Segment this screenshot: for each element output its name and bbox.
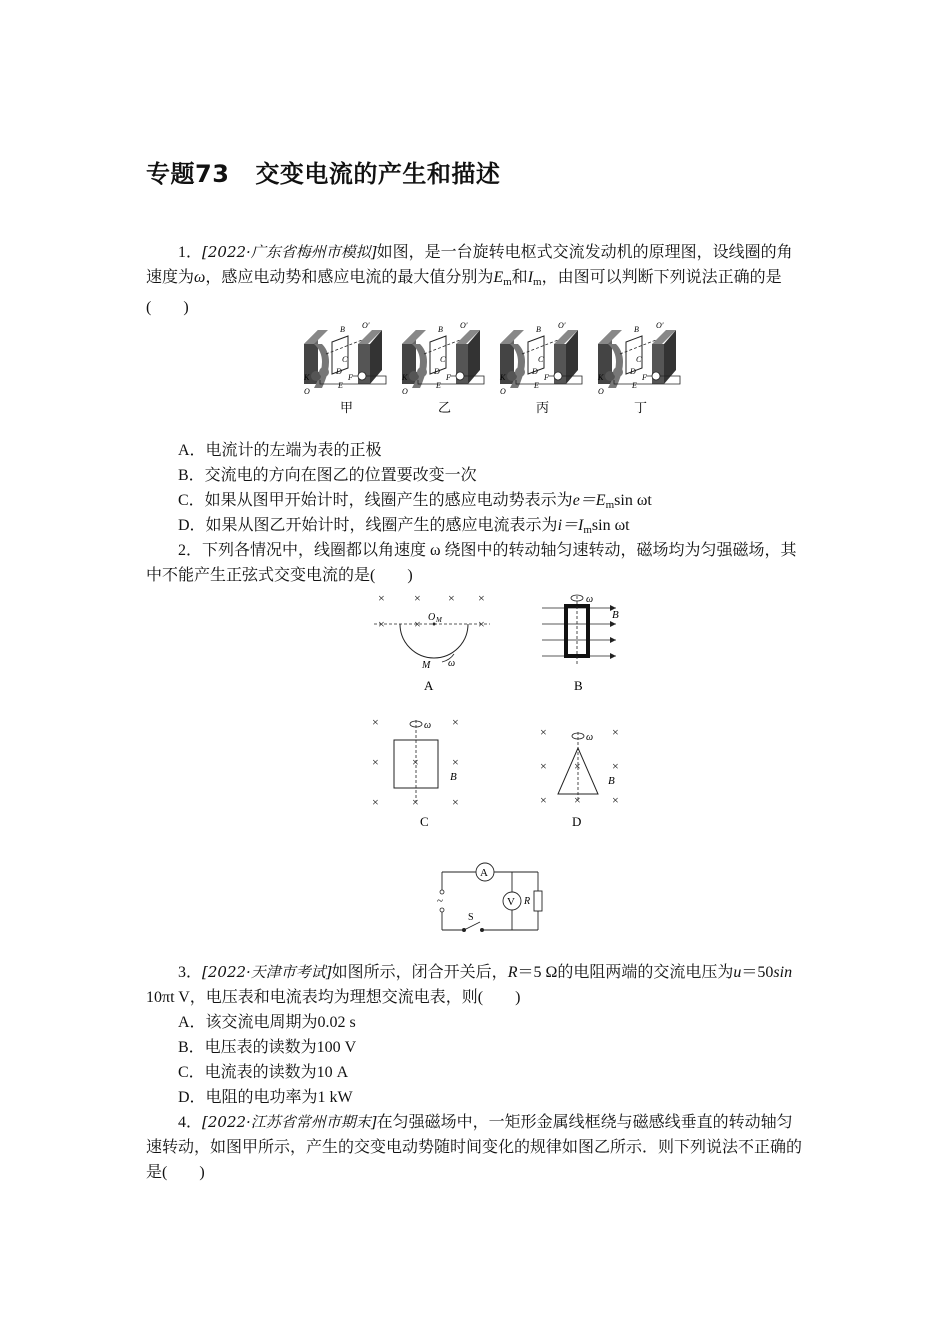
svg-text:ω: ω [424,720,432,731]
question-4-stem: 4．[2022·江苏省常州市期末]在匀强磁场中，一矩形金属线框绕与磁感线垂直的转动轴匀速转动，如图甲所示，产生的交变电动势随时间变化的规律如图乙所示．则下列说法不正确的是( ) [146,1113,803,1181]
svg-text:×: × [612,725,619,739]
label-E: E [338,381,343,390]
switch-label: S [468,912,474,923]
svg-text:×: × [540,793,547,807]
q3-option-d: D．电阻的电功率为1 kW [178,1089,353,1106]
q3-option-a: A．该交流电周期为0.02 s [178,1014,356,1031]
question-2-stem: 2．下列各情况中，线圈都以角速度 ω 绕图中的转动轴匀速转动，磁场均为匀强磁场，其中不能产生正弦式交变电流的是( ) [146,542,797,584]
question-3-stem: 3．[2022·天津市考试]如图所示，闭合开关后，R＝5 Ω的电阻两端的交流电压为u＝50sin 10πt V，电压表和电流表均为理想交流电表，则( ) [146,963,793,1006]
svg-text:×: × [452,715,459,729]
svg-text:×: × [540,725,547,739]
fig-label-jia: 甲 [340,400,354,415]
page-title: 专题73 交变电流的产生和描述 [146,160,501,188]
svg-text:×: × [452,795,459,809]
fig-label-yi: 乙 [438,400,452,415]
question-1-stem: 1．[2022·广东省梅州市模拟]如图，是一台旋转电枢式交流发动机的原理图，设线圈的角速度为ω，感应电动势和感应电流的最大值分别为$E_m$和$I_m$，由图可以判断下列说法正确的是( ) [146,243,793,316]
ac-source-symbol: ~ [437,895,443,907]
fig-label-d: D [572,814,582,829]
figure-c [372,715,459,829]
label-O: O [304,387,310,396]
fig-label-bing: 丙 [536,400,550,415]
svg-text:×: × [414,617,421,631]
coil-options-figure [360,588,640,838]
svg-text:×: × [540,759,547,773]
figure-b [542,594,619,693]
svg-text:×: × [378,617,385,631]
circuit-figure [428,860,548,940]
svg-text:×: × [378,591,385,605]
svg-text:B: B [612,609,619,621]
svg-text:×: × [478,617,485,631]
svg-text:×: × [574,759,581,773]
resistor-label: R [524,896,531,907]
q1-option-d: D．如果从图乙开始计时，线圈产生的感应电流表示为$i=I_m\sin$ ωt [178,517,630,536]
ammeter-label: A [480,867,488,879]
q3-option-c: C．电流表的读数为10 A [178,1064,349,1081]
generator-figure [296,318,686,418]
fig-label-ding: 丁 [634,400,648,415]
svg-text:×: × [612,793,619,807]
svg-text:×: × [414,591,421,605]
fig-label-a: A [424,678,434,693]
fig-label-c: C [420,814,429,829]
label-C: C [342,355,348,364]
figure-d [540,725,619,829]
svg-text:×: × [412,795,419,809]
svg-text:×: × [412,755,419,769]
q1-option-b: B．交流电的方向在图乙的位置要改变一次 [178,467,477,484]
svg-text:×: × [612,759,619,773]
figure-a [374,591,490,693]
fig-label-b: B [574,678,583,693]
voltmeter-label: V [507,896,515,908]
svg-text:ω: ω [586,594,594,605]
svg-text:B: B [450,771,457,783]
label-D: D [336,367,342,376]
svg-text:ω: ω [448,658,456,669]
svg-text:×: × [478,591,485,605]
svg-text:M: M [422,660,431,671]
svg-text:×: × [574,793,581,807]
svg-text:O: O [428,612,436,623]
label-B: B [340,325,345,334]
svg-text:B: B [608,775,615,787]
svg-text:×: × [372,715,379,729]
label-F: F [348,373,353,382]
svg-text:×: × [448,591,455,605]
label-Oprime: O′ [362,321,370,330]
q1-option-c: C．如果从图甲开始计时，线圈产生的感应电动势表示为$e=E_m\sin$ ωt [178,492,652,511]
svg-text:ω: ω [586,732,594,743]
q3-option-b: B．电压表的读数为100 V [178,1039,357,1056]
svg-text:×: × [372,755,379,769]
svg-text:×: × [452,755,459,769]
q1-option-a: A．电流计的左端为表的正极 [178,442,382,459]
label-K: K [304,373,310,382]
svg-text:×: × [372,795,379,809]
svg-text:M: M [436,616,442,624]
